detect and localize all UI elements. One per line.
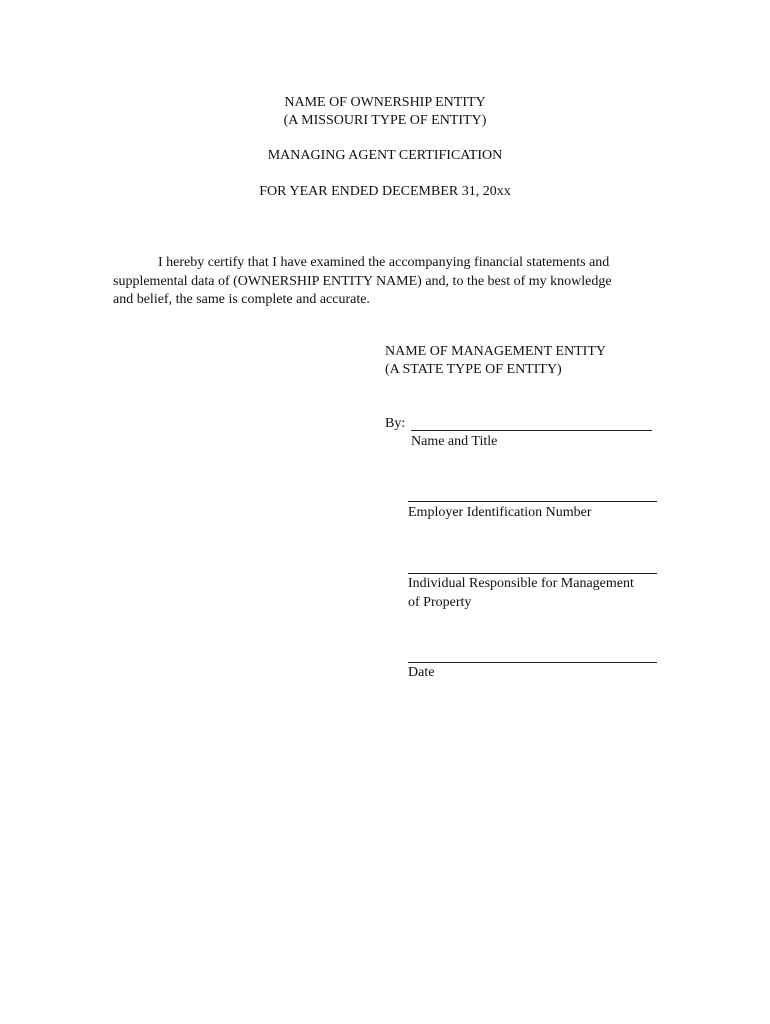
date-line[interactable] [408,662,657,663]
certification-paragraph [113,254,659,310]
responsible-individual-label-cont: of Property [408,595,472,610]
ein-label: Employer Identification Number [408,505,592,520]
date-label: Date [408,665,435,680]
by-label: By: [385,416,406,431]
ein-line[interactable] [408,501,657,502]
document-title: MANAGING AGENT CERTIFICATION [267,148,503,163]
name-and-title-label: Name and Title [411,434,498,449]
ownership-entity-type: (A MISSOURI TYPE OF ENTITY) [283,113,487,128]
paragraph-line: I hereby certify that I have examined the accompanying financial statements and [158,255,610,270]
management-entity-name: NAME OF MANAGEMENT ENTITY [385,344,607,359]
responsible-individual-line[interactable] [408,573,657,574]
responsible-individual-label: Individual Responsible for Management [408,576,634,591]
management-entity-type: (A STATE TYPE OF ENTITY) [385,362,562,377]
period-line: FOR YEAR ENDED DECEMBER 31, 20xx [259,184,511,199]
ownership-entity-name: NAME OF OWNERSHIP ENTITY [284,95,486,110]
paragraph-line: supplemental data of (OWNERSHIP ENTITY NAME) and, to the best of my knowledge [113,273,612,289]
paragraph-line: and belief, the same is complete and accurate. [113,292,370,307]
signature-line[interactable] [411,430,652,431]
